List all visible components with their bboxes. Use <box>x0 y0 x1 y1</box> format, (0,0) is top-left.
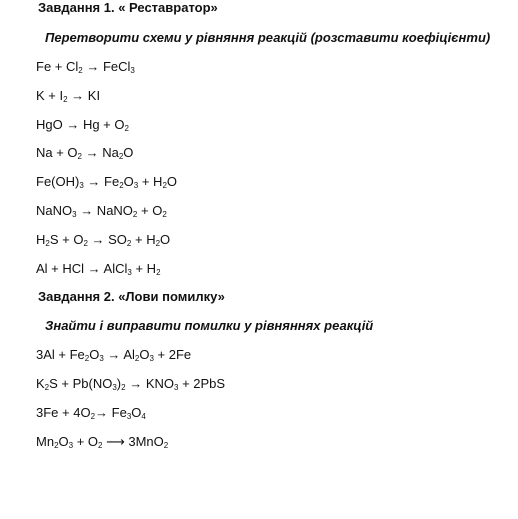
equation-subscript: 2 <box>134 354 140 363</box>
equation-subscript: 2 <box>163 441 169 450</box>
equation-subscript: 3 <box>79 181 84 190</box>
equation-text: Al + HCl → AlCl <box>36 261 128 276</box>
equation-subscript: 2 <box>63 95 68 104</box>
task1-title: Завдання 1. « Реставратор» <box>38 0 218 15</box>
equation-subscript: 2 <box>77 152 82 161</box>
equation-text: Na + O <box>36 145 78 160</box>
equation-text: O <box>166 174 178 189</box>
equation-subscript: 2 <box>162 210 167 219</box>
equation-text: 3Al + Fe <box>36 347 85 362</box>
task1-equation <box>36 88 100 104</box>
equation-text: 3Fe + 4O <box>36 405 91 420</box>
equation-text: HgO → Hg + O <box>36 117 125 132</box>
equation-subscript: 2 <box>119 181 124 190</box>
task2-equation <box>36 405 146 421</box>
equation-text: O <box>89 347 100 362</box>
task1-equation <box>36 145 133 161</box>
task1-equation <box>36 203 167 219</box>
equation-subscript: 2 <box>156 268 161 277</box>
equation-text: → NaNO <box>76 203 133 218</box>
equation-text: ⟶ 3MnO <box>102 434 164 449</box>
equation-text: + 2Fe <box>153 347 192 362</box>
equation-text: → Fe <box>83 174 120 189</box>
task1-equation <box>36 174 177 190</box>
equation-subscript: 3 <box>126 412 132 421</box>
equation-text: → Fe <box>95 405 127 420</box>
equation-subscript: 3 <box>133 181 139 190</box>
equation-subscript: 2 <box>98 441 103 450</box>
task2-title: Завдання 2. «Лови помилку» <box>38 289 225 304</box>
equation-text: ) <box>116 376 122 391</box>
equation-text: Fe + Cl <box>36 59 79 74</box>
task1-equation <box>36 117 129 133</box>
equation-text: → KI <box>67 88 101 103</box>
equation-text: → Na <box>82 145 119 160</box>
equation-subscript: 3 <box>149 354 154 363</box>
equation-subscript: 2 <box>126 239 132 248</box>
equation-text: Mn <box>36 434 55 449</box>
equation-text: O <box>58 434 69 449</box>
equation-text: + 2PbS <box>178 376 226 391</box>
equation-text: + H <box>131 261 157 276</box>
equation-subscript: 3 <box>127 268 132 277</box>
equation-subscript: 2 <box>118 152 124 161</box>
equation-subscript: 3 <box>174 383 179 392</box>
task2-equation <box>36 347 191 363</box>
task1-equation <box>36 59 135 75</box>
equation-text: + O <box>137 203 163 218</box>
equation-subscript: 2 <box>44 383 50 392</box>
equation-text: S + O <box>49 232 84 247</box>
task2-equation <box>36 434 168 450</box>
equation-subscript: 2 <box>90 412 96 421</box>
equation-subscript: 3 <box>112 383 117 392</box>
equation-subscript: 2 <box>84 354 90 363</box>
equation-text: H <box>36 232 46 247</box>
equation-text: NaNO <box>36 203 73 218</box>
equation-text: K <box>36 376 45 391</box>
equation-subscript: 3 <box>130 66 135 75</box>
equation-text: + O <box>73 434 99 449</box>
equation-text: O <box>123 145 134 160</box>
task1-instruction: Перетворити схеми у рівняння реакцій (розставити коефіцієнти) <box>45 30 491 45</box>
equation-text: + H <box>131 232 156 247</box>
equation-text: → SO <box>87 232 127 247</box>
equation-text: → Al <box>103 347 135 362</box>
equation-subscript: 4 <box>141 412 146 421</box>
equation-subscript: 2 <box>78 66 83 75</box>
equation-subscript: 3 <box>72 210 77 219</box>
equation-subscript: 2 <box>124 124 129 133</box>
equation-text: → KNO <box>125 376 174 391</box>
task2-instruction: Знайти і виправити помилки у рівняннях реакцій <box>45 318 374 333</box>
task1-equation <box>36 261 161 277</box>
equation-subscript: 3 <box>99 354 104 363</box>
equation-text: S + Pb(NO <box>49 376 113 391</box>
task2-equation <box>36 376 225 392</box>
equation-text: O <box>123 174 134 189</box>
equation-text: Fe(OH) <box>36 174 80 189</box>
equation-text: O <box>131 405 142 420</box>
equation-text: K + I <box>36 88 64 103</box>
equation-text: O <box>160 232 171 247</box>
task1-equation <box>36 232 170 248</box>
equation-subscript: 2 <box>121 383 126 392</box>
equation-subscript: 3 <box>68 441 74 450</box>
equation-text: + H <box>138 174 163 189</box>
equation-subscript: 2 <box>132 210 138 219</box>
equation-subscript: 2 <box>45 239 50 248</box>
equation-text: → FeCl <box>82 59 131 74</box>
equation-subscript: 2 <box>54 441 59 450</box>
equation-subscript: 2 <box>162 181 167 190</box>
equation-text: O <box>139 347 150 362</box>
equation-subscript: 2 <box>155 239 161 248</box>
equation-subscript: 2 <box>83 239 88 248</box>
